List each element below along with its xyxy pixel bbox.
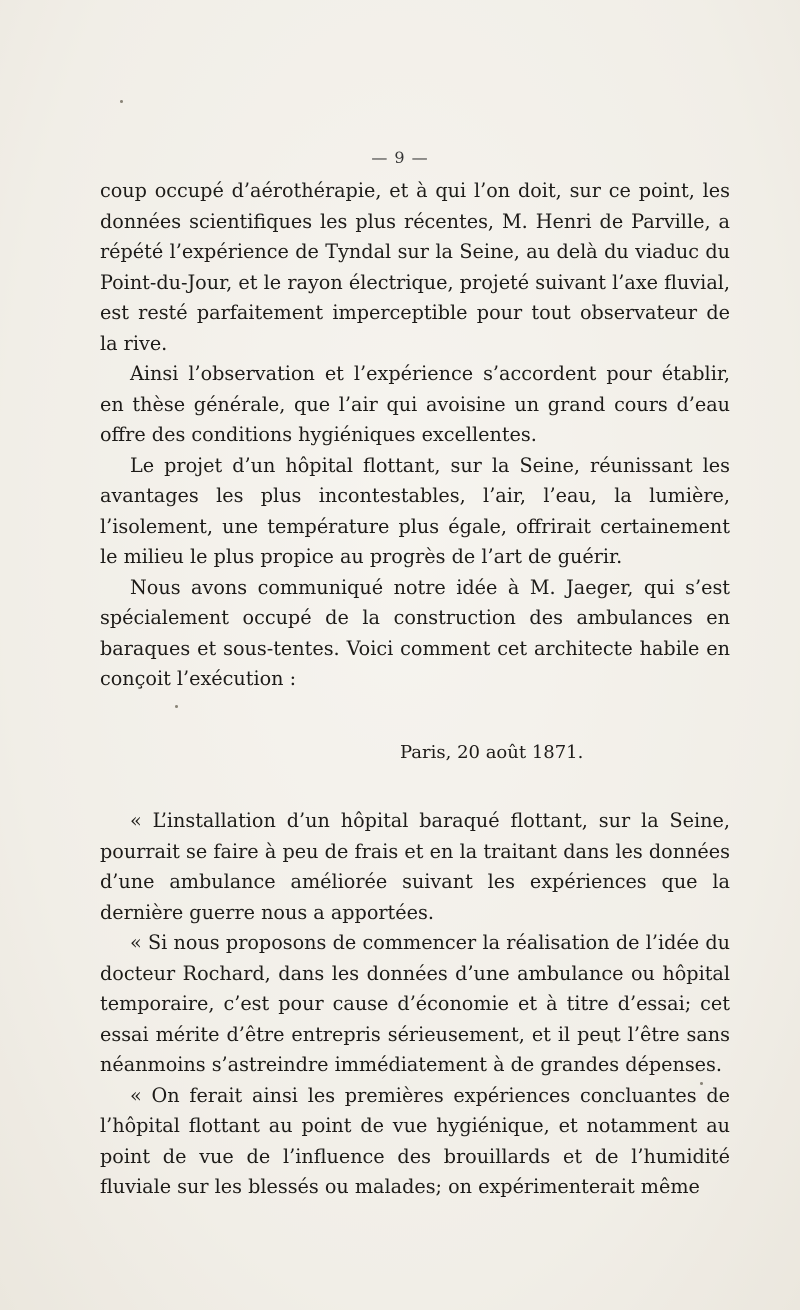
letter-paragraph-2: « Si nous proposons de commencer la réalisation de l’idée du docteur Rochard, dans les données d’une ambulance ou hôpital temporaire, c’est pour cause d’économie et à titre d’essai; cet essai mérite d’être entrepris sérieusement, et il peut l’être sans néanmoins s’astreindre immédiatement à de grandes dépenses. — [100, 931, 730, 1076]
letter-paragraph-1: « L’installation d’un hôpital baraqué flottant, sur la Seine, pourrait se faire à peu de frais et en la traitant dans les données d’une ambulance améliorée suivant les expériences que la dernière guerre nous a apportées. — [100, 809, 730, 924]
letter-date: Paris, 20 août 1871. — [400, 741, 584, 763]
page-number: — 9 — — [371, 148, 429, 167]
letter-paragraph-3: « On ferait ainsi les premières expériences concluantes de l’hôpital flottant au point de vue hygiénique, et notamment au point de vue de l’influence des brouillards et de l’humidité fluviale sur les blessés ou malades; on expérimenterait même — [100, 1083, 730, 1198]
paragraph-2: Ainsi l’observation et l’expérience s’accordent pour établir, en thèse générale, que l’air qui avoisine un grand cours d’eau offre des conditions hygiéniques excellentes. — [100, 362, 730, 446]
paragraph-4: Nous avons communiqué notre idée à M. Jaeger, qui s’est spécialement occupé de la construction des ambulances en baraques et sous-tentes. Voici comment cet architecte habile en conçoit l’exécution : — [100, 575, 730, 690]
paragraph-3: Le projet d’un hôpital flottant, sur la Seine, réunissant les avantages les plus incontestables, l’air, l’eau, la lumière, l’isolement, une température plus égale, offrirait certainement le milieu le plus propice au progrès de l’art de guérir. — [100, 453, 730, 568]
paragraph-1: coup occupé d’aérothérapie, et à qui l’on doit, sur ce point, les données scientifiques les plus récentes, M. Henri de Parville, a répété l’expérience de Tyndal sur la Seine, au delà du viaduc du Point-du-Jour, et le rayon électrique, projeté suivant l’axe fluvial, est resté parfaitement imperceptible pour tout observateur de la rive. — [100, 179, 730, 355]
body-text — [100, 176, 730, 1203]
